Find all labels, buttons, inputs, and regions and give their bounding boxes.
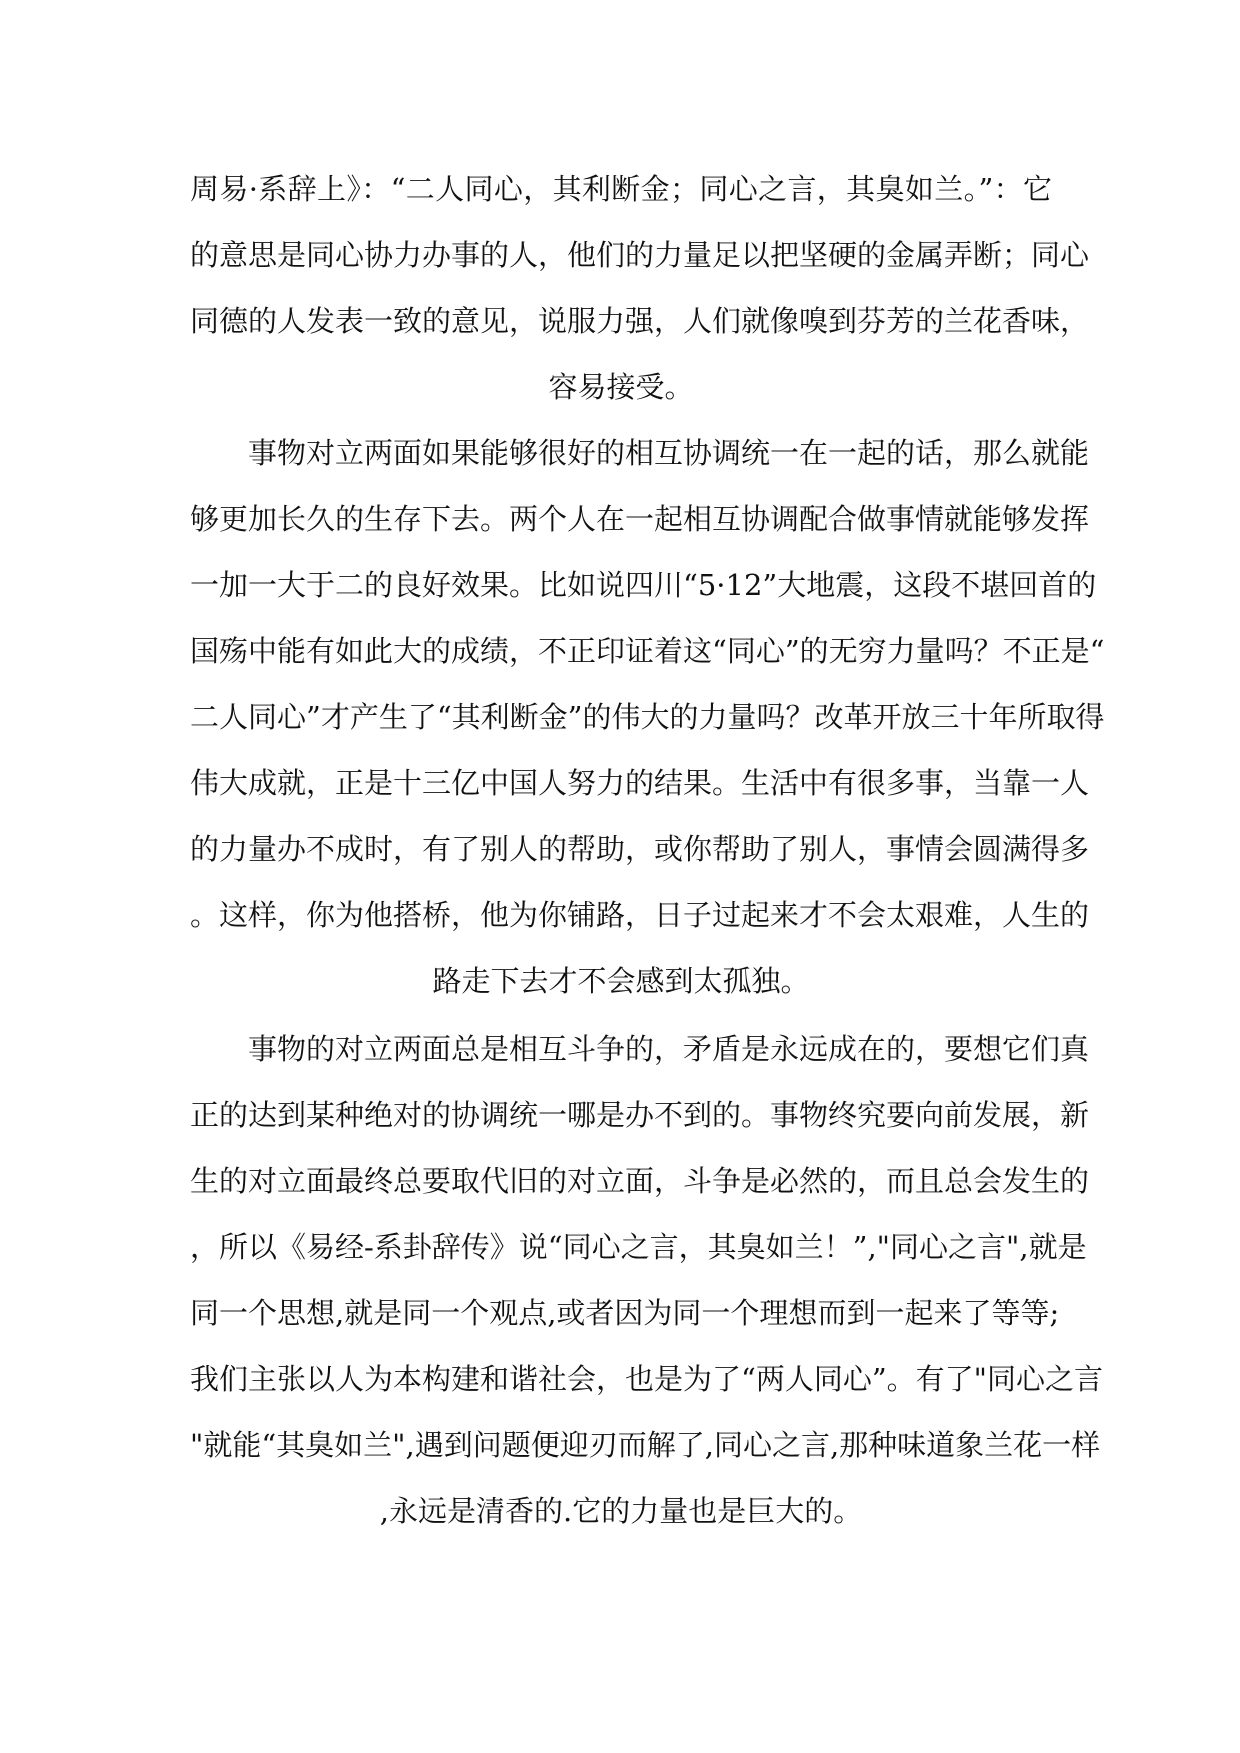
- text-line: 伟大成就，正是十三亿中国人努力的结果。生活中有很多事，当靠一人: [190, 766, 1090, 800]
- text-line: 二人同心”才产生了“其利断金”的伟大的力量吗？改革开放三十年所取得: [190, 700, 1105, 734]
- text-line: 国殇中能有如此大的成绩，不正印证着这“同心”的无穷力量吗？不正是“: [190, 634, 1105, 668]
- document-page: [190, 156, 1105, 1544]
- text-line: 的力量办不成时，有了别人的帮助，或你帮助了别人，事情会圆满得多: [190, 832, 1090, 866]
- text-line: 同德的人发表一致的意见，说服力强，人们就像嗅到芬芳的兰花香味，: [190, 304, 1090, 338]
- text-line: 同一个思想,就是同一个观点,或者因为同一个理想而到一起来了等等;: [190, 1296, 1060, 1330]
- text-line: 正的达到某种绝对的协调统一哪是办不到的。事物终究要向前发展，新: [190, 1098, 1090, 1132]
- text-line: ,永远是清香的.它的力量也是巨大的。: [379, 1494, 863, 1528]
- text-line: 容易接受。: [548, 370, 694, 404]
- text-line: 事物的对立两面总是相互斗争的，矛盾是永远成在的，要想它们真: [190, 1032, 1090, 1066]
- text-line: 够更加长久的生存下去。两个人在一起相互协调配合做事情就能够发挥: [190, 502, 1090, 536]
- text-line: 。这样，你为他搭桥，他为你铺路，日子过起来才不会太艰难，人生的: [190, 898, 1090, 932]
- text-line: 周易·系辞上》：“二人同心，其利断金；同心之言，其臭如兰。”：它: [190, 172, 1052, 206]
- text-line: 事物对立两面如果能够很好的相互协调统一在一起的话，那么就能: [190, 436, 1090, 470]
- text-line: 路走下去才不会感到太孤独。: [432, 964, 810, 998]
- text-line: "就能“其臭如兰",遇到问题便迎刃而解了,同心之言,那种味道象兰花一样: [190, 1428, 1101, 1462]
- text-line: 的意思是同心协力办事的人，他们的力量足以把坚硬的金属弄断；同心: [190, 238, 1090, 272]
- text-line: ，所以《易经-系卦辞传》说“同心之言，其臭如兰！”,"同心之言",就是: [190, 1230, 1087, 1264]
- text-line: 生的对立面最终总要取代旧的对立面，斗争是必然的，而且总会发生的: [190, 1164, 1090, 1198]
- text-line: 一加一大于二的良好效果。比如说四川“5·12”大地震，这段不堪回首的: [190, 568, 1097, 602]
- paragraph-3: [190, 1016, 1103, 1544]
- text-line: 我们主张以人为本构建和谐社会，也是为了“两人同心”。有了"同心之言: [190, 1362, 1103, 1396]
- paragraph-1: [190, 156, 1090, 420]
- paragraph-2: [190, 420, 1105, 1014]
